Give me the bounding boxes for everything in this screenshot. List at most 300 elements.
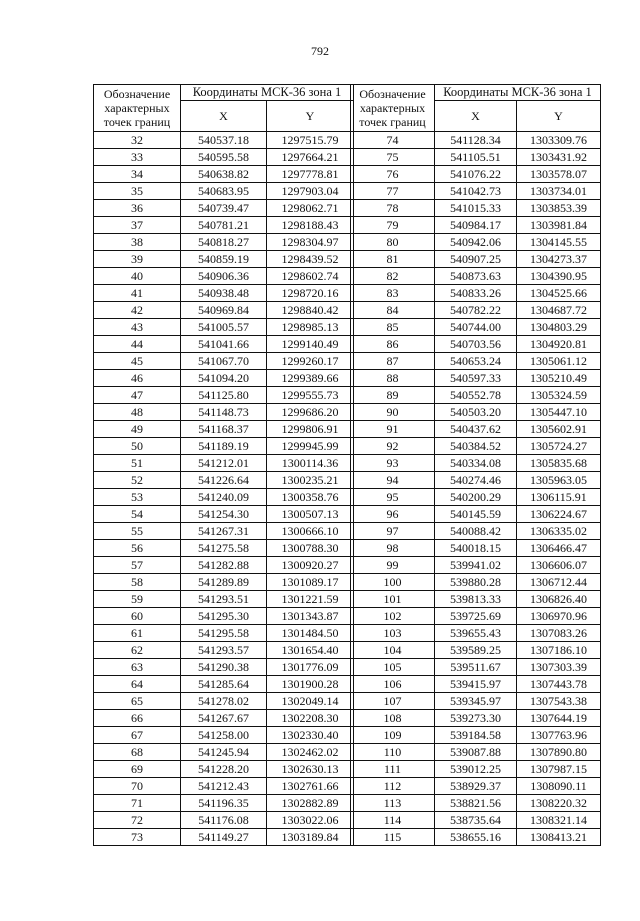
coord-y: 1297778.81 bbox=[267, 166, 354, 183]
point-number: 108 bbox=[351, 710, 435, 727]
point-number: 60 bbox=[94, 608, 181, 625]
coord-y: 1306826.40 bbox=[517, 591, 601, 608]
header-designation: Обозначение характерных точек границ bbox=[351, 85, 435, 132]
coord-x: 539941.02 bbox=[435, 557, 517, 574]
point-number: 95 bbox=[351, 489, 435, 506]
coord-x: 538929.37 bbox=[435, 778, 517, 795]
table-row bbox=[94, 421, 354, 438]
table-row bbox=[351, 200, 601, 217]
point-number: 67 bbox=[94, 727, 181, 744]
table-row bbox=[94, 795, 354, 812]
table-row bbox=[351, 591, 601, 608]
point-number: 65 bbox=[94, 693, 181, 710]
coord-x: 541293.57 bbox=[181, 642, 267, 659]
coord-x: 539184.58 bbox=[435, 727, 517, 744]
coord-x: 541196.35 bbox=[181, 795, 267, 812]
point-number: 43 bbox=[94, 319, 181, 336]
coord-x: 540503.20 bbox=[435, 404, 517, 421]
table-row bbox=[351, 421, 601, 438]
point-number: 97 bbox=[351, 523, 435, 540]
table-row bbox=[94, 608, 354, 625]
point-number: 113 bbox=[351, 795, 435, 812]
table-row bbox=[351, 795, 601, 812]
table-row bbox=[351, 574, 601, 591]
point-number: 34 bbox=[94, 166, 181, 183]
table-row bbox=[94, 149, 354, 166]
table-row bbox=[94, 676, 354, 693]
table-row bbox=[94, 727, 354, 744]
point-number: 36 bbox=[94, 200, 181, 217]
table-row bbox=[94, 557, 354, 574]
point-number: 82 bbox=[351, 268, 435, 285]
coord-x: 540145.59 bbox=[435, 506, 517, 523]
point-number: 45 bbox=[94, 353, 181, 370]
coord-y: 1298439.52 bbox=[267, 251, 354, 268]
coord-x: 541168.37 bbox=[181, 421, 267, 438]
point-number: 93 bbox=[351, 455, 435, 472]
table-row bbox=[351, 540, 601, 557]
coord-y: 1299389.66 bbox=[267, 370, 354, 387]
header-y: Y bbox=[517, 101, 601, 132]
table-row bbox=[351, 642, 601, 659]
table-row bbox=[351, 132, 601, 149]
coord-x: 539087.88 bbox=[435, 744, 517, 761]
coord-y: 1305963.05 bbox=[517, 472, 601, 489]
table-row bbox=[94, 336, 354, 353]
point-number: 92 bbox=[351, 438, 435, 455]
coord-y: 1302330.40 bbox=[267, 727, 354, 744]
coord-y: 1304803.29 bbox=[517, 319, 601, 336]
table-row bbox=[351, 183, 601, 200]
coord-y: 1301900.28 bbox=[267, 676, 354, 693]
coord-x: 540782.22 bbox=[435, 302, 517, 319]
coord-y: 1302208.30 bbox=[267, 710, 354, 727]
coord-y: 1303578.07 bbox=[517, 166, 601, 183]
coord-x: 540018.15 bbox=[435, 540, 517, 557]
coordinates-table-right bbox=[350, 84, 601, 846]
point-number: 110 bbox=[351, 744, 435, 761]
table-row bbox=[94, 540, 354, 557]
point-number: 63 bbox=[94, 659, 181, 676]
coord-y: 1302049.14 bbox=[267, 693, 354, 710]
table-row bbox=[351, 778, 601, 795]
coord-x: 541290.38 bbox=[181, 659, 267, 676]
coord-x: 541041.66 bbox=[181, 336, 267, 353]
table-row bbox=[94, 642, 354, 659]
coord-x: 540942.06 bbox=[435, 234, 517, 251]
coord-y: 1304273.37 bbox=[517, 251, 601, 268]
coord-x: 540859.19 bbox=[181, 251, 267, 268]
header-x: X bbox=[181, 101, 267, 132]
point-number: 75 bbox=[351, 149, 435, 166]
point-number: 77 bbox=[351, 183, 435, 200]
point-number: 76 bbox=[351, 166, 435, 183]
coord-x: 541226.64 bbox=[181, 472, 267, 489]
coord-x: 541176.08 bbox=[181, 812, 267, 829]
table-row bbox=[351, 438, 601, 455]
coord-x: 540906.36 bbox=[181, 268, 267, 285]
coord-x: 541245.94 bbox=[181, 744, 267, 761]
table-row bbox=[94, 353, 354, 370]
point-number: 35 bbox=[94, 183, 181, 200]
coord-x: 540200.29 bbox=[435, 489, 517, 506]
point-number: 106 bbox=[351, 676, 435, 693]
point-number: 53 bbox=[94, 489, 181, 506]
coord-x: 541285.64 bbox=[181, 676, 267, 693]
table-row bbox=[351, 336, 601, 353]
coord-x: 540597.33 bbox=[435, 370, 517, 387]
table-row bbox=[94, 744, 354, 761]
coord-x: 540537.18 bbox=[181, 132, 267, 149]
point-number: 94 bbox=[351, 472, 435, 489]
coord-y: 1306606.07 bbox=[517, 557, 601, 574]
coord-x: 541275.58 bbox=[181, 540, 267, 557]
coord-x: 541125.80 bbox=[181, 387, 267, 404]
coord-y: 1301343.87 bbox=[267, 608, 354, 625]
coord-y: 1304145.55 bbox=[517, 234, 601, 251]
table-row bbox=[351, 472, 601, 489]
point-number: 80 bbox=[351, 234, 435, 251]
coord-x: 540683.95 bbox=[181, 183, 267, 200]
coord-y: 1301776.09 bbox=[267, 659, 354, 676]
table-row bbox=[351, 489, 601, 506]
table-row bbox=[94, 523, 354, 540]
point-number: 102 bbox=[351, 608, 435, 625]
table-row bbox=[351, 302, 601, 319]
coord-x: 540739.47 bbox=[181, 200, 267, 217]
coord-y: 1307543.38 bbox=[517, 693, 601, 710]
coord-y: 1299555.73 bbox=[267, 387, 354, 404]
point-number: 101 bbox=[351, 591, 435, 608]
point-number: 44 bbox=[94, 336, 181, 353]
coord-y: 1305061.12 bbox=[517, 353, 601, 370]
coord-x: 541295.30 bbox=[181, 608, 267, 625]
point-number: 79 bbox=[351, 217, 435, 234]
table-row bbox=[94, 404, 354, 421]
coord-x: 540334.08 bbox=[435, 455, 517, 472]
point-number: 84 bbox=[351, 302, 435, 319]
coord-y: 1307443.78 bbox=[517, 676, 601, 693]
coord-y: 1298062.71 bbox=[267, 200, 354, 217]
coord-y: 1300507.13 bbox=[267, 506, 354, 523]
coord-y: 1297903.04 bbox=[267, 183, 354, 200]
point-number: 100 bbox=[351, 574, 435, 591]
point-number: 87 bbox=[351, 353, 435, 370]
table-row bbox=[94, 812, 354, 829]
point-number: 78 bbox=[351, 200, 435, 217]
point-number: 66 bbox=[94, 710, 181, 727]
point-number: 58 bbox=[94, 574, 181, 591]
point-number: 73 bbox=[94, 829, 181, 846]
point-number: 57 bbox=[94, 557, 181, 574]
coord-x: 540833.26 bbox=[435, 285, 517, 302]
table-row bbox=[351, 387, 601, 404]
point-number: 47 bbox=[94, 387, 181, 404]
point-number: 114 bbox=[351, 812, 435, 829]
table-row bbox=[351, 455, 601, 472]
coord-y: 1307186.10 bbox=[517, 642, 601, 659]
coord-y: 1301484.50 bbox=[267, 625, 354, 642]
coord-x: 541278.02 bbox=[181, 693, 267, 710]
table-row bbox=[351, 608, 601, 625]
coord-y: 1303189.84 bbox=[267, 829, 354, 846]
coord-x: 540969.84 bbox=[181, 302, 267, 319]
point-number: 61 bbox=[94, 625, 181, 642]
coord-y: 1299140.49 bbox=[267, 336, 354, 353]
table-row bbox=[351, 251, 601, 268]
point-number: 40 bbox=[94, 268, 181, 285]
coord-y: 1304390.95 bbox=[517, 268, 601, 285]
coord-y: 1306970.96 bbox=[517, 608, 601, 625]
table-row bbox=[94, 234, 354, 251]
point-number: 104 bbox=[351, 642, 435, 659]
point-number: 51 bbox=[94, 455, 181, 472]
coord-x: 541015.33 bbox=[435, 200, 517, 217]
coord-y: 1302882.89 bbox=[267, 795, 354, 812]
table-row bbox=[351, 370, 601, 387]
coord-x: 540274.46 bbox=[435, 472, 517, 489]
table-row bbox=[351, 693, 601, 710]
coord-y: 1305447.10 bbox=[517, 404, 601, 421]
point-number: 74 bbox=[351, 132, 435, 149]
coord-y: 1307644.19 bbox=[517, 710, 601, 727]
point-number: 99 bbox=[351, 557, 435, 574]
table-row bbox=[94, 489, 354, 506]
coord-y: 1298985.13 bbox=[267, 319, 354, 336]
table-row bbox=[94, 166, 354, 183]
coord-x: 539813.33 bbox=[435, 591, 517, 608]
coord-x: 539273.30 bbox=[435, 710, 517, 727]
coord-y: 1307083.26 bbox=[517, 625, 601, 642]
coord-x: 540873.63 bbox=[435, 268, 517, 285]
table-row bbox=[351, 166, 601, 183]
coord-x: 540595.58 bbox=[181, 149, 267, 166]
point-number: 48 bbox=[94, 404, 181, 421]
point-number: 71 bbox=[94, 795, 181, 812]
table-row bbox=[351, 523, 601, 540]
coord-y: 1305724.27 bbox=[517, 438, 601, 455]
coord-x: 541094.20 bbox=[181, 370, 267, 387]
table-row bbox=[351, 761, 601, 778]
point-number: 86 bbox=[351, 336, 435, 353]
point-number: 91 bbox=[351, 421, 435, 438]
coord-y: 1308413.21 bbox=[517, 829, 601, 846]
coord-x: 540818.27 bbox=[181, 234, 267, 251]
coord-y: 1299260.17 bbox=[267, 353, 354, 370]
header-y: Y bbox=[267, 101, 354, 132]
table-row bbox=[94, 319, 354, 336]
point-number: 42 bbox=[94, 302, 181, 319]
coord-x: 540437.62 bbox=[435, 421, 517, 438]
coord-y: 1308090.11 bbox=[517, 778, 601, 795]
coord-y: 1303981.84 bbox=[517, 217, 601, 234]
point-number: 46 bbox=[94, 370, 181, 387]
table-row bbox=[351, 557, 601, 574]
coord-x: 541282.88 bbox=[181, 557, 267, 574]
table-row bbox=[94, 625, 354, 642]
coord-x: 540984.17 bbox=[435, 217, 517, 234]
header-designation: Обозначение характерных точек границ bbox=[94, 85, 181, 132]
coord-x: 541042.73 bbox=[435, 183, 517, 200]
point-number: 81 bbox=[351, 251, 435, 268]
table-row bbox=[94, 829, 354, 846]
table-row bbox=[94, 200, 354, 217]
point-number: 90 bbox=[351, 404, 435, 421]
coord-x: 540938.48 bbox=[181, 285, 267, 302]
coord-x: 541212.43 bbox=[181, 778, 267, 795]
coord-x: 539880.28 bbox=[435, 574, 517, 591]
table-row bbox=[94, 217, 354, 234]
table-row bbox=[94, 302, 354, 319]
page-number: 792 bbox=[311, 44, 329, 58]
coord-x: 541295.58 bbox=[181, 625, 267, 642]
coord-x: 541212.01 bbox=[181, 455, 267, 472]
point-number: 38 bbox=[94, 234, 181, 251]
coord-y: 1297664.21 bbox=[267, 149, 354, 166]
point-number: 103 bbox=[351, 625, 435, 642]
table-row bbox=[94, 778, 354, 795]
table-row bbox=[351, 829, 601, 846]
coord-x: 538655.16 bbox=[435, 829, 517, 846]
point-number: 33 bbox=[94, 149, 181, 166]
coord-y: 1298720.16 bbox=[267, 285, 354, 302]
coord-x: 541258.00 bbox=[181, 727, 267, 744]
coord-x: 540638.82 bbox=[181, 166, 267, 183]
table-row bbox=[351, 285, 601, 302]
point-number: 88 bbox=[351, 370, 435, 387]
coord-x: 541240.09 bbox=[181, 489, 267, 506]
coord-x: 541228.20 bbox=[181, 761, 267, 778]
coord-x: 540088.42 bbox=[435, 523, 517, 540]
coord-y: 1303853.39 bbox=[517, 200, 601, 217]
table-row bbox=[351, 404, 601, 421]
coord-y: 1301654.40 bbox=[267, 642, 354, 659]
table-row bbox=[351, 659, 601, 676]
coord-y: 1298304.97 bbox=[267, 234, 354, 251]
point-number: 68 bbox=[94, 744, 181, 761]
coord-y: 1303734.01 bbox=[517, 183, 601, 200]
table-row bbox=[94, 251, 354, 268]
coord-x: 541267.31 bbox=[181, 523, 267, 540]
coord-y: 1305324.59 bbox=[517, 387, 601, 404]
table-row bbox=[94, 574, 354, 591]
coord-y: 1297515.79 bbox=[267, 132, 354, 149]
coord-y: 1308220.32 bbox=[517, 795, 601, 812]
coord-x: 541076.22 bbox=[435, 166, 517, 183]
coord-x: 541105.51 bbox=[435, 149, 517, 166]
coord-y: 1300920.27 bbox=[267, 557, 354, 574]
coord-x: 539655.43 bbox=[435, 625, 517, 642]
coord-x: 540384.52 bbox=[435, 438, 517, 455]
coord-y: 1300788.30 bbox=[267, 540, 354, 557]
point-number: 64 bbox=[94, 676, 181, 693]
point-number: 72 bbox=[94, 812, 181, 829]
point-number: 115 bbox=[351, 829, 435, 846]
header-coords: Координаты МСК-36 зона 1 bbox=[435, 85, 601, 101]
coordinates-table-left bbox=[93, 84, 354, 846]
table-row bbox=[94, 183, 354, 200]
coord-x: 541293.51 bbox=[181, 591, 267, 608]
coord-y: 1306466.47 bbox=[517, 540, 601, 557]
coord-y: 1299806.91 bbox=[267, 421, 354, 438]
coord-x: 541149.27 bbox=[181, 829, 267, 846]
coord-x: 539511.67 bbox=[435, 659, 517, 676]
coord-y: 1303022.06 bbox=[267, 812, 354, 829]
table-row bbox=[94, 370, 354, 387]
coord-x: 538735.64 bbox=[435, 812, 517, 829]
point-number: 52 bbox=[94, 472, 181, 489]
table-row bbox=[94, 438, 354, 455]
coord-x: 540552.78 bbox=[435, 387, 517, 404]
coord-y: 1301089.17 bbox=[267, 574, 354, 591]
point-number: 96 bbox=[351, 506, 435, 523]
header-coords: Координаты МСК-36 зона 1 bbox=[181, 85, 354, 101]
point-number: 69 bbox=[94, 761, 181, 778]
coord-y: 1299945.99 bbox=[267, 438, 354, 455]
coord-y: 1303309.76 bbox=[517, 132, 601, 149]
table-row bbox=[94, 506, 354, 523]
coord-x: 539345.97 bbox=[435, 693, 517, 710]
coord-x: 540907.25 bbox=[435, 251, 517, 268]
coord-x: 541189.19 bbox=[181, 438, 267, 455]
point-number: 41 bbox=[94, 285, 181, 302]
coord-y: 1304525.66 bbox=[517, 285, 601, 302]
coord-x: 539012.25 bbox=[435, 761, 517, 778]
table-row bbox=[94, 710, 354, 727]
coord-y: 1298602.74 bbox=[267, 268, 354, 285]
coord-x: 541289.89 bbox=[181, 574, 267, 591]
point-number: 107 bbox=[351, 693, 435, 710]
coord-x: 540781.21 bbox=[181, 217, 267, 234]
coord-x: 540653.24 bbox=[435, 353, 517, 370]
coord-y: 1300235.21 bbox=[267, 472, 354, 489]
point-number: 56 bbox=[94, 540, 181, 557]
coord-y: 1307303.39 bbox=[517, 659, 601, 676]
table-row bbox=[351, 506, 601, 523]
table-row bbox=[351, 812, 601, 829]
coord-y: 1307763.96 bbox=[517, 727, 601, 744]
table-row bbox=[351, 353, 601, 370]
coord-x: 538821.56 bbox=[435, 795, 517, 812]
coord-x: 539415.97 bbox=[435, 676, 517, 693]
table-body-left bbox=[94, 132, 354, 846]
table-row bbox=[94, 387, 354, 404]
point-number: 49 bbox=[94, 421, 181, 438]
coord-y: 1298840.42 bbox=[267, 302, 354, 319]
coord-y: 1301221.59 bbox=[267, 591, 354, 608]
coord-y: 1305210.49 bbox=[517, 370, 601, 387]
table-row bbox=[351, 625, 601, 642]
table-row bbox=[351, 268, 601, 285]
coord-x: 541267.67 bbox=[181, 710, 267, 727]
table-row bbox=[94, 659, 354, 676]
point-number: 70 bbox=[94, 778, 181, 795]
table-row bbox=[351, 710, 601, 727]
coord-y: 1299686.20 bbox=[267, 404, 354, 421]
coord-y: 1308321.14 bbox=[517, 812, 601, 829]
coord-x: 541254.30 bbox=[181, 506, 267, 523]
point-number: 85 bbox=[351, 319, 435, 336]
coord-y: 1306335.02 bbox=[517, 523, 601, 540]
coord-y: 1306224.67 bbox=[517, 506, 601, 523]
table-body-right bbox=[351, 132, 601, 846]
point-number: 62 bbox=[94, 642, 181, 659]
coord-y: 1300358.76 bbox=[267, 489, 354, 506]
point-number: 39 bbox=[94, 251, 181, 268]
point-number: 98 bbox=[351, 540, 435, 557]
point-number: 105 bbox=[351, 659, 435, 676]
point-number: 37 bbox=[94, 217, 181, 234]
